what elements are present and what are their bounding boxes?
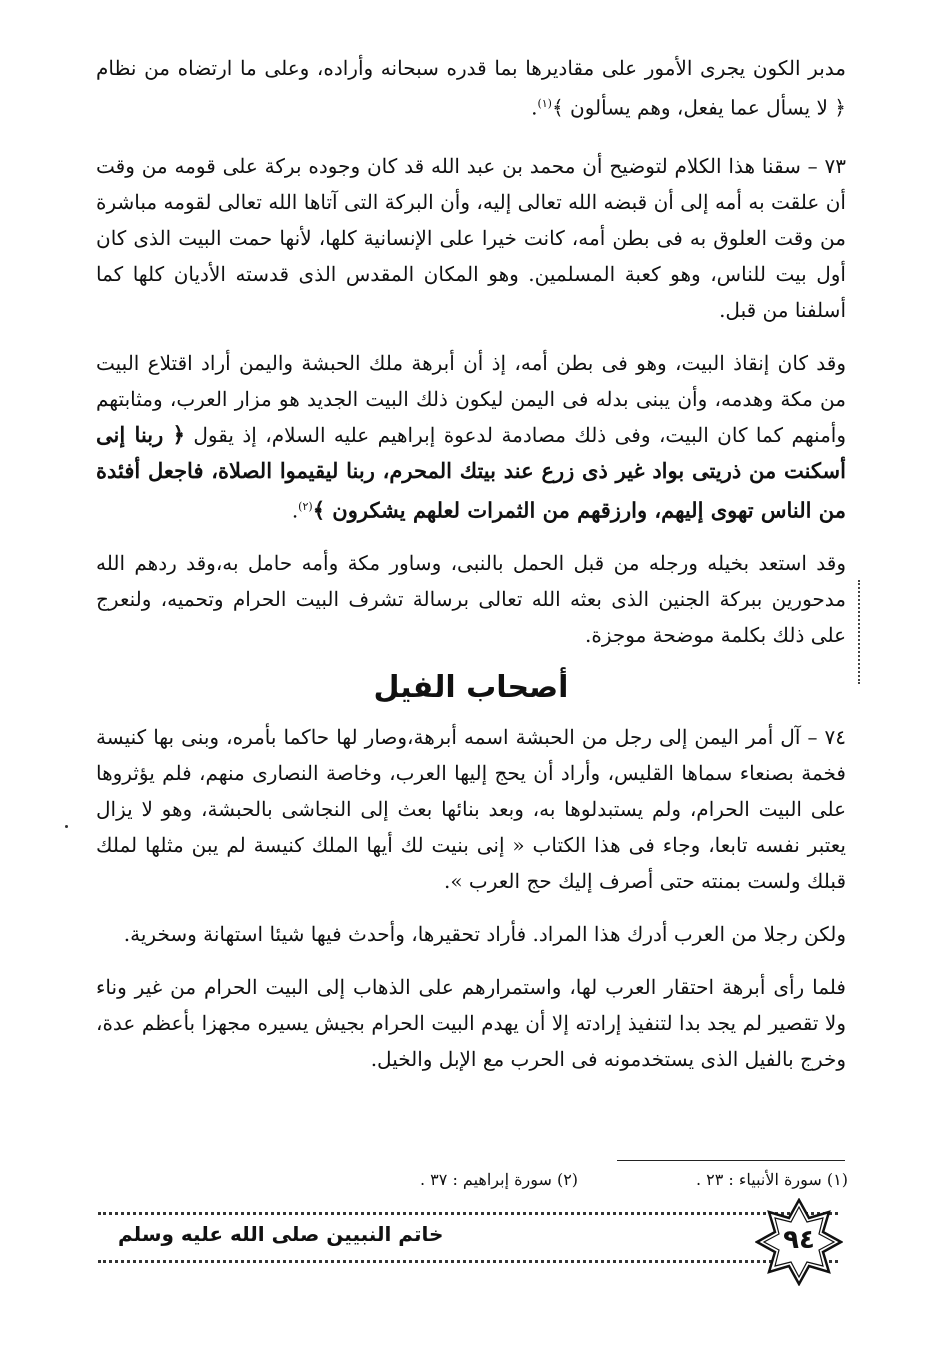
footnotes — [420, 1170, 848, 1189]
footnote-ref-2: (٢) — [298, 499, 313, 513]
paragraph-73: ٧٣ – سقنا هذا الكلام لتوضيح أن محمد بن عبد الله قد كان وجوده بركة على قومه من وقت أن علقت به أمه إلى أن قبضه الله تعالى إليه، وأن البركة التى آتاها الله تعالى لقومه مباشرة من وقت العلوق به فى بطن أمه، كانت خيرا على الإنسانية كلها، لأنها حمت البيت الذى كان أول بيت للناس، وهو كعبة المسلمين. وهو المكان المقدس الذى قدسته الأديان كلها كما أسلفنا من قبل. — [96, 153, 846, 322]
footnote-ref-1: (١) — [537, 97, 552, 110]
paragraph-intro — [96, 50, 846, 126]
paragraph-rescue-text: وقد كان إنقاذ البيت، وهو فى بطن أمه، إذ أن أبرهة ملك الحبشة واليمن أراد اقتلاع البيت من مكة وهدمه، وأن يبنى بدله فى اليمن ليكون ذلك البيت الجديد هو مزار العرب، ومثابتهم وأمنهم كما كان البيت، وفى ذلك مصادمة لدعوة إبراهيم عليه السلام، إذ يقول — [96, 350, 846, 447]
margin-speck — [65, 825, 68, 828]
paragraph-74: ٧٤ – آل أمر اليمن إلى رجل من الحبشة اسمه أبرهة،وصار لها حاكما بأمره، وبنى بها كنيسة فخمة بصنعاء سماها القليس، وأراد أن يحج إليها العرب، وخاصة النصارى منهم، فلم يؤثروها على البيت الحرام، ولم يستبدلوها به، وبعد بنائها بعث إلى النجاشى بالحبشة، وهو لا يزال يعتبر نفسه تابعا، وجاء فى هذا الكتاب « إنى بنيت لك أيها الملك كنيسة لم يبن مثلها لملك قبلك ولست بمنته حتى أصرف إليك حج العرب ». — [96, 725, 846, 894]
section-heading: أصحاب الفيل — [373, 670, 569, 706]
paragraph-rescue-of-house — [96, 345, 846, 529]
footnote-2: (٢) سورة إبراهيم : ٣٧ . — [420, 1170, 579, 1189]
footer-rule-bottom — [98, 1260, 838, 1263]
page-number: ٩٤ — [783, 1225, 815, 1255]
footer-rule-top — [98, 1212, 838, 1215]
running-footer-title: خاتم النبيين صلى الله عليه وسلم — [118, 1222, 444, 1246]
footnote-1: (١) سورة الأنبياء : ٢٣ . — [695, 1170, 848, 1189]
paragraph-army: فلما رأى أبرهة احتقار العرب لها، واستمرارهم على الذهاب إلى البيت الحرام من غير وناء ولا تقصير لم يجد بدا لتنفيذ إرادته إلا أن يهدم البيت الحرام بجيش يسيره مجهزا بأعظم عدة، وخرج بالفيل الذى يستخدمونه فى الحرب مع الإبل والخيل. — [96, 975, 846, 1072]
quran-quote: ﴿ ربنا إنى أسكنت من ذريتى بواد غير ذى زرع عند بيتك المحرم، ربنا ليقيموا الصلاة، فاجعل أفئدة من الناس تهوى إليهم، وارزقهم من الثمرات لعلهم يشكرون ﴾ — [96, 421, 846, 523]
paragraph-contempt: ولكن رجلا من العرب أدرك هذا المراد. فأراد تحقيرها، وأحدث فيها شيئا استهانة وسخرية. — [123, 922, 846, 947]
page-body — [96, 50, 846, 1094]
paragraph-rescue-end: . — [291, 498, 299, 523]
paragraph-intro-end: . — [531, 95, 538, 120]
footnote-divider — [617, 1160, 845, 1161]
paragraph-intro-text: مدبر الكون يجرى الأمور على مقاديرها بما قدره سبحانه وأراده، وعلى ما ارتضاه من نظام ﴿ لا يسأل عما يفعل، وهم يسألون ﴾ — [96, 56, 846, 120]
margin-dotted-rule — [858, 580, 860, 684]
paragraph-preparation: وقد استعد بخيله ورجله من قبل الحمل بالنبى، وساور مكة وأمه حامل به،وقد ردهم الله مدحورين ببركة الجنين الذى بعثه الله تعالى برسالة تشرف البيت الحرام وتحميه، ولنعرج على ذلك بكلمة موضحة موجزة. — [96, 551, 846, 648]
